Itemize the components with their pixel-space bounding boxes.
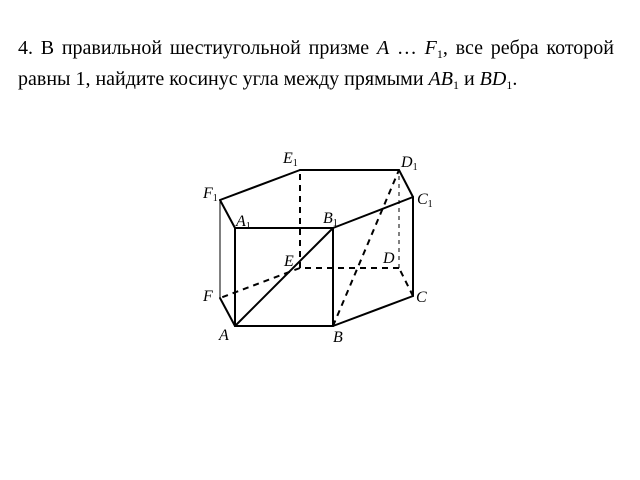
- label-a: A: [219, 327, 229, 344]
- line-bd1: BD: [479, 68, 507, 90]
- label-e1: E1: [283, 150, 298, 169]
- edge-b-c: [333, 296, 413, 326]
- period: .: [512, 68, 518, 90]
- edge-f-a: [220, 298, 235, 326]
- label-a1: A1: [236, 213, 251, 232]
- label-e: E: [284, 253, 294, 270]
- conjunction: и: [463, 68, 475, 90]
- prism-last-vertex: F: [424, 37, 437, 59]
- segment-a-b1: [235, 228, 333, 326]
- edge-c-d: [399, 268, 413, 296]
- edge-b1-c1: [333, 197, 413, 228]
- label-c: C: [416, 289, 427, 306]
- segment-b-d1: [333, 170, 399, 326]
- label-c1: C1: [417, 191, 433, 210]
- edge-e-f: [220, 268, 300, 298]
- prism-last-sub: 1: [436, 47, 443, 61]
- label-f: F: [203, 288, 213, 305]
- label-d: D: [383, 250, 395, 267]
- label-b1: B1: [323, 210, 338, 229]
- line-ab1: AB: [428, 68, 453, 90]
- problem-text-2: , все ребра которой равны 1, найдите косинус угла между прямыми: [18, 37, 614, 90]
- ellipsis: …: [396, 37, 417, 59]
- label-b: B: [333, 329, 343, 346]
- problem-number: 4.: [18, 37, 33, 59]
- edge-f1-a1: [220, 200, 235, 228]
- line-bd1-sub: 1: [506, 78, 513, 92]
- prism-first-vertex: A: [376, 37, 390, 59]
- label-f1: F1: [203, 185, 218, 204]
- edge-c1-d1: [399, 170, 413, 197]
- edge-e1-f1: [220, 170, 300, 200]
- problem-text-1: В правильной шестиугольной призме: [40, 37, 370, 59]
- label-d1: D1: [401, 154, 418, 173]
- line-ab1-sub: 1: [452, 78, 459, 92]
